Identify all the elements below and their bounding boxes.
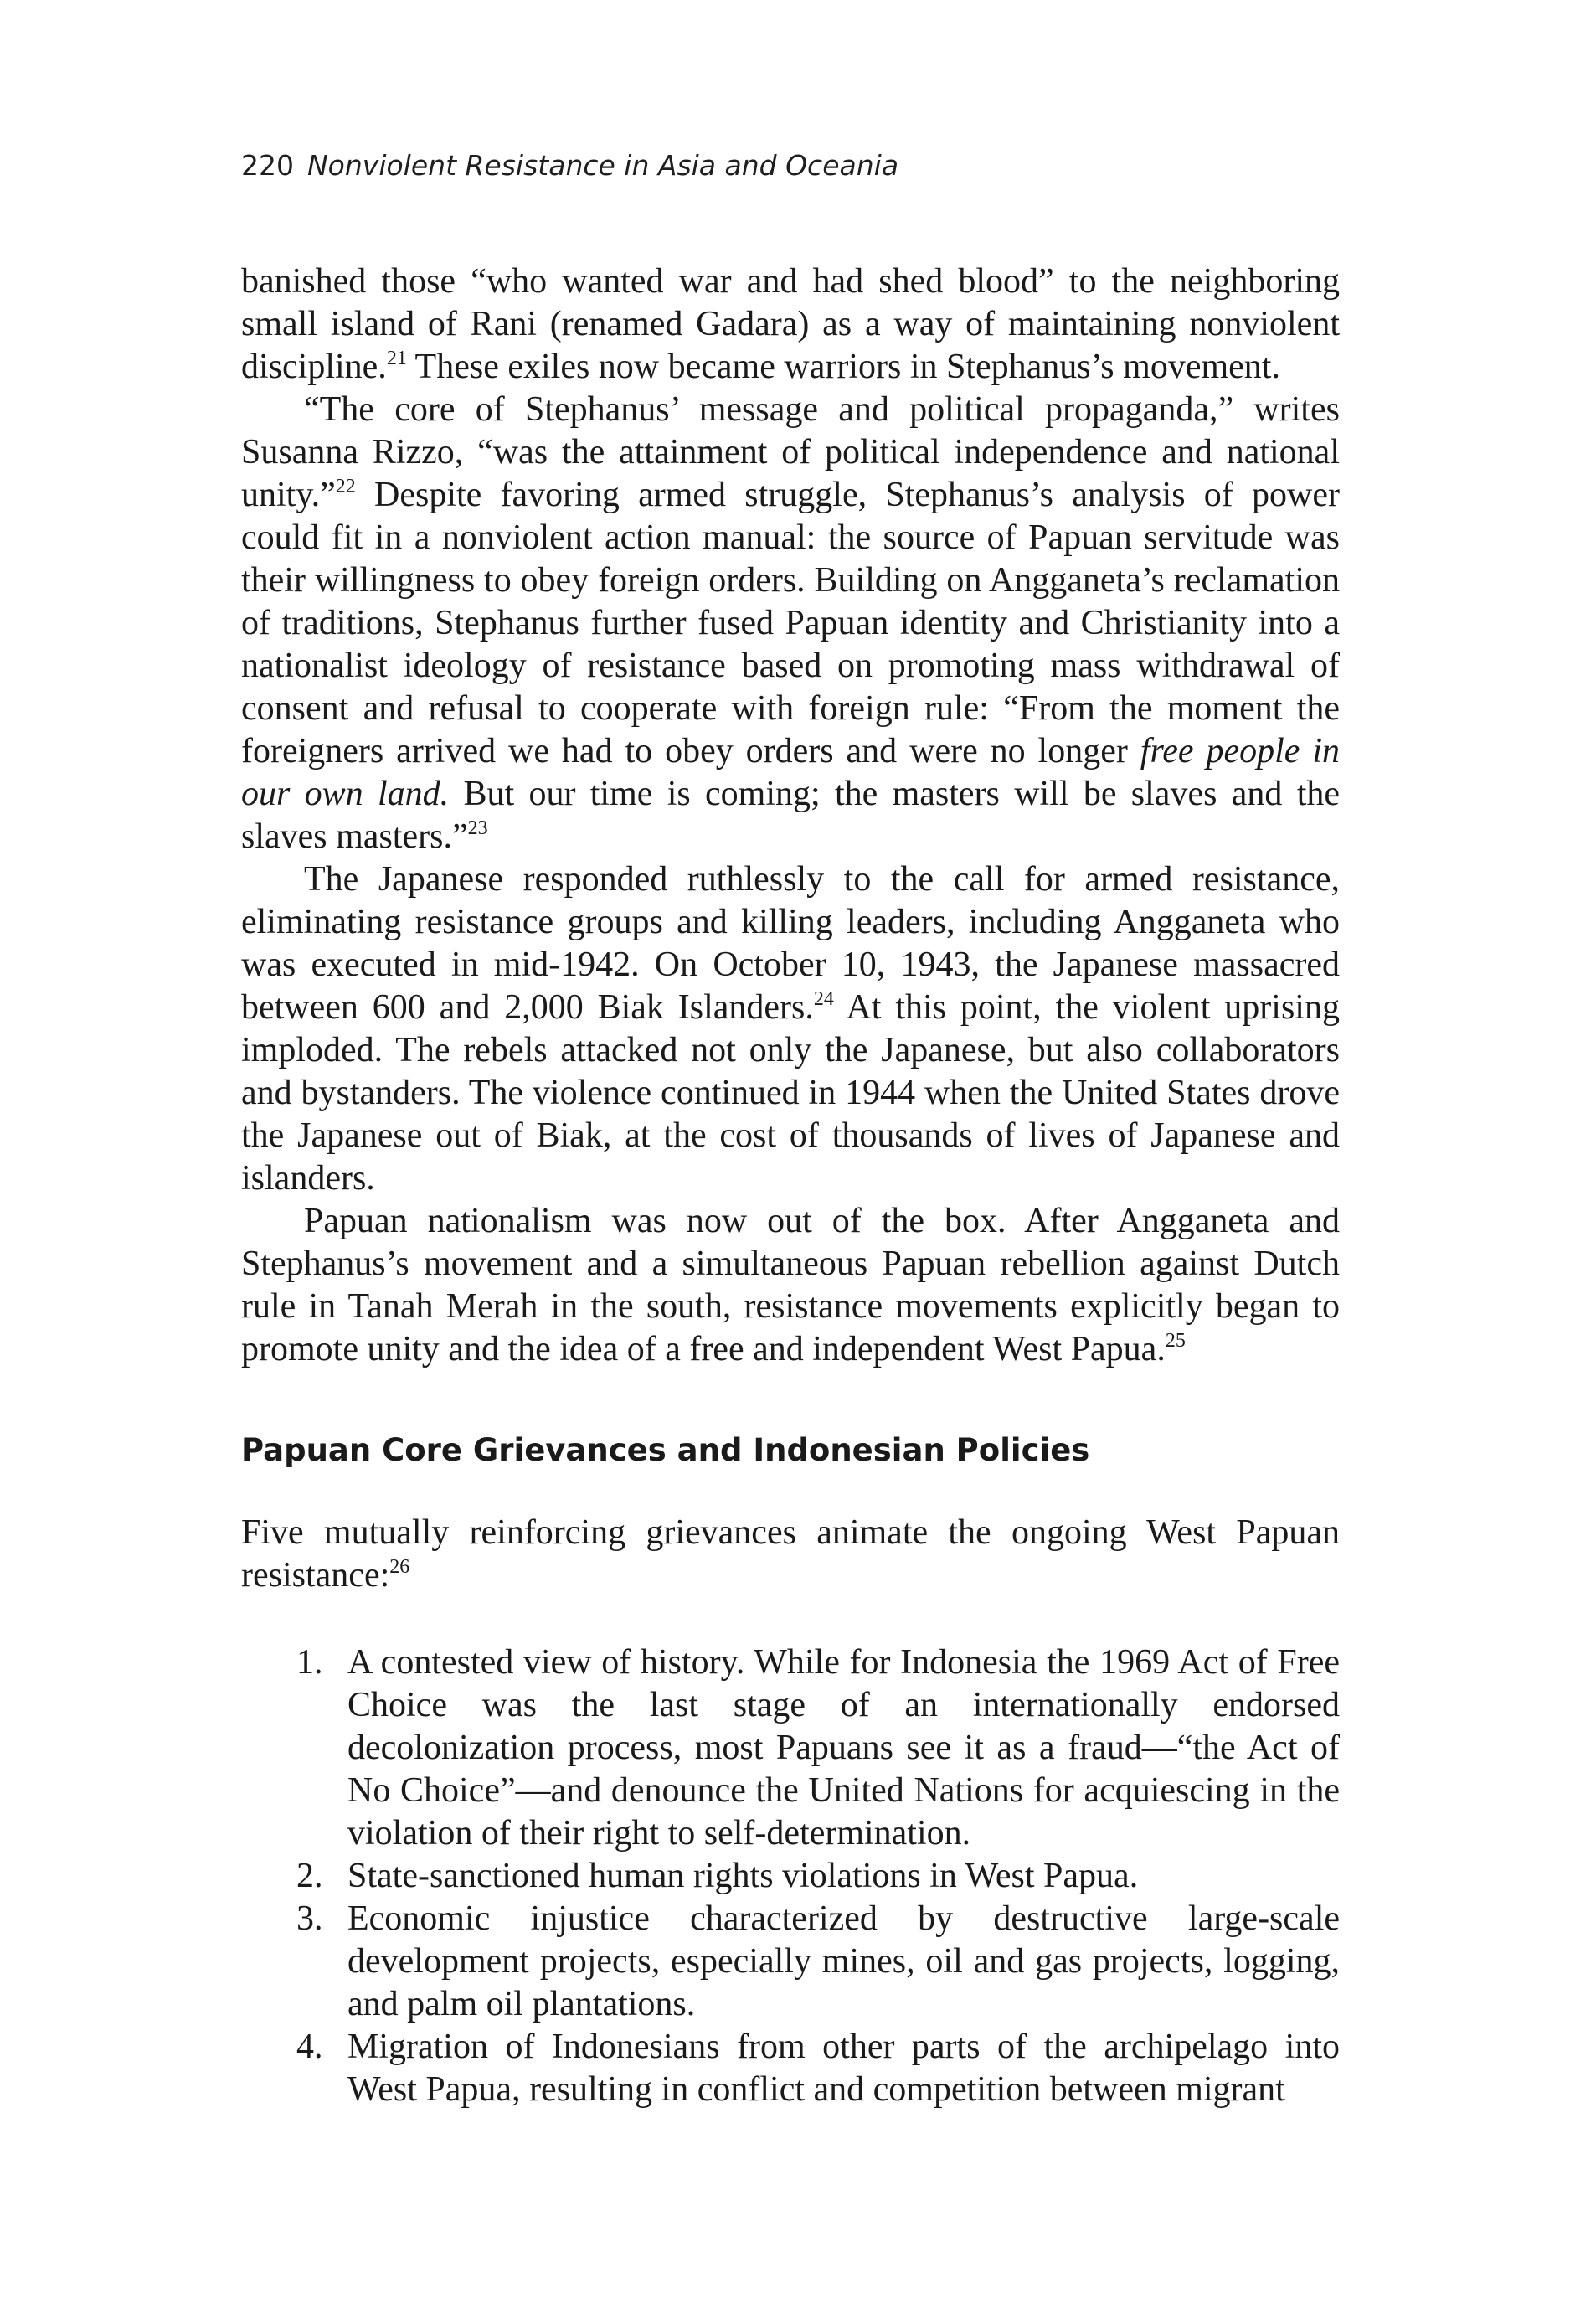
list-number: 2.	[296, 1857, 323, 1895]
footnote-ref[interactable]: 21	[386, 348, 407, 369]
list-item-text: State-sanctioned human rights violations in West Papua.	[347, 1857, 1139, 1895]
list-number: 3.	[296, 1899, 323, 1938]
list-item	[241, 1855, 1340, 1898]
footnote-ref[interactable]: 23	[467, 817, 488, 839]
list-number: 1.	[296, 1643, 323, 1682]
footnote-ref[interactable]: 26	[389, 1556, 410, 1578]
paragraph-text: The Japanese responded ruthlessly to the call for armed resistance, eliminating resistance groups and killing leaders, including Angganeta who was executed in mid-1942. On October 10, 1943, the Japanese massacred between 600 and 2,000 Biak Islanders.	[241, 860, 1340, 1027]
paragraph-text: banished those “who wanted war and had shed blood” to the neighboring small island of Rani (renamed Gadara) as a way of maintaining nonviolent discipline.	[241, 262, 1340, 386]
list-item	[241, 1898, 1340, 2026]
grievance-list	[241, 1641, 1340, 2111]
paragraph	[241, 1200, 1340, 1371]
section-intro	[241, 1512, 1340, 1597]
paragraph	[241, 260, 1340, 389]
paragraph	[241, 389, 1340, 858]
paragraph	[241, 858, 1340, 1200]
paragraph-text: “The core of Stephanus’ message and political propaganda,” writes Susanna Rizzo, “was the attainment of political independence and national unity.”	[241, 390, 1340, 514]
footnote-ref[interactable]: 22	[335, 476, 356, 497]
section-heading: Papuan Core Grievances and Indonesian Policies	[241, 1432, 1090, 1468]
paragraph-text: At this point, the violent uprising imploded. The rebels attacked not only the Japanese, but also collaborators and bystanders. The violence continued in 1944 when the United States drove the Japanese out of Biak, at the cost of thousands of lives of Japanese and islanders.	[241, 988, 1340, 1198]
running-header	[241, 149, 898, 182]
list-number: 4.	[296, 2028, 323, 2066]
paragraph-text: These exiles now became warriors in Stephanus’s movement.	[406, 348, 1280, 386]
paragraph	[241, 1512, 1340, 1597]
book-title: Nonviolent Resistance in Asia and Oceania	[307, 149, 899, 182]
list-item	[241, 2026, 1340, 2111]
list-item-text: Economic injustice characterized by destructive large-scale development projects, especially mines, oil and gas projects, logging, and palm oil plantations.	[347, 1899, 1340, 2023]
footnote-ref[interactable]: 25	[1165, 1330, 1186, 1352]
paragraph-text: Despite favoring armed struggle, Stephanus’s analysis of power could fit in a nonviolent action manual: the source of Papuan servitude was their willingness to obey foreign orders. Building on Angganeta’s reclamation of traditions, Stephanus further fused Papuan identity and Christianity into a nationalist ideology of resistance based on promoting mass withdrawal of consent and refusal to cooperate with foreign rule: “From the moment the foreigners arrived we had to obey orders and were no longer	[241, 476, 1340, 770]
list-item	[241, 1641, 1340, 1855]
paragraph-text: But our time is coming; the masters will be slaves and the slaves masters.”	[241, 775, 1340, 856]
list-item-text: A contested view of history. While for Indonesia the 1969 Act of Free Choice was the last stage of an internationally endorsed decolonization process, most Papuans see it as a fraud—“the Act of No Choice”—and denounce the United Nations for acquiescing in the violation of their right to self-determination.	[347, 1643, 1340, 1853]
list-item-text: Migration of Indonesians from other parts of the archipelago into West Papua, resulting in conflict and competition between migrant	[347, 2028, 1340, 2109]
page-number: 220	[241, 149, 294, 182]
paragraph-text: Papuan nationalism was now out of the box. After Angganeta and Stephanus’s movement and a simultaneous Papuan rebellion against Dutch rule in Tanah Merah in the south, resistance movements explicitly began to promote unity and the idea of a free and independent West Papua.	[241, 1202, 1340, 1368]
italic-phrase: free people in our own land.	[241, 732, 1341, 813]
main-text	[241, 260, 1340, 1371]
paragraph-text: Five mutually reinforcing grievances animate the ongoing West Papuan resistance:	[241, 1513, 1340, 1595]
footnote-ref[interactable]: 24	[813, 988, 834, 1010]
